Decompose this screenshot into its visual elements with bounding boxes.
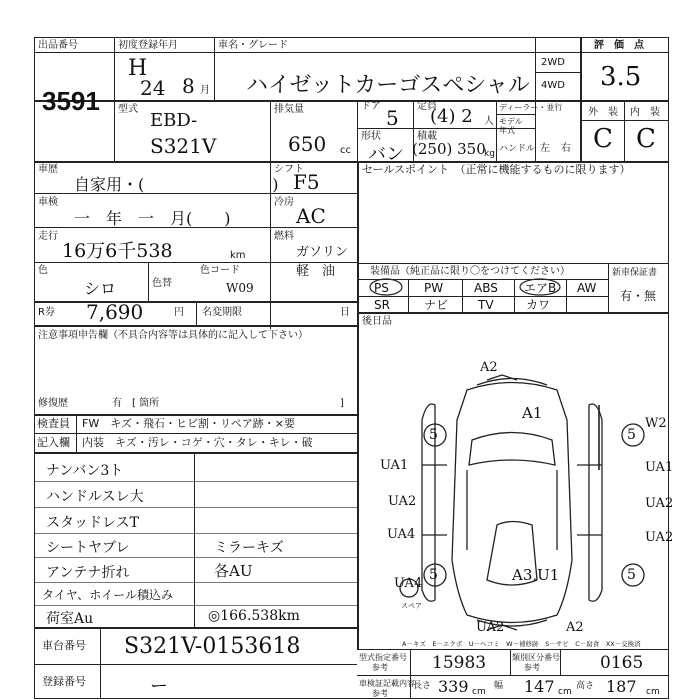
- capacity-label: 定員: [417, 101, 437, 112]
- load-value: (250) 350: [412, 140, 486, 158]
- record-label: 記入欄: [37, 436, 70, 449]
- fuel-gas: ガソリン: [296, 245, 349, 260]
- mark-a2-top: A2: [480, 360, 498, 375]
- score-value: 3.5: [600, 62, 642, 92]
- mileage-value: 16万6千538: [62, 240, 173, 262]
- doors-label: ドア: [361, 101, 381, 112]
- mark-ua4-bottom: UA4: [394, 576, 423, 591]
- later-items-label: 後日品: [362, 316, 392, 327]
- mileage-label: 走行: [38, 231, 58, 242]
- width-label: 幅: [494, 681, 504, 691]
- note-right-2: 各AU: [214, 562, 253, 580]
- car-name-label: 車名・グレード: [218, 40, 288, 51]
- type-no-ref: 参考: [372, 663, 388, 672]
- equip-abs: ABS: [474, 281, 498, 295]
- drive-2wd: 2WD: [541, 57, 565, 68]
- notice-label: 注意事項申告欄（不具合内容等は具体的に記入して下さい）: [38, 330, 308, 341]
- inspection-label: 車検: [38, 197, 58, 208]
- aircon-value: AC: [296, 204, 326, 228]
- equip-aw: AW: [577, 281, 597, 295]
- reg-label: 登録番号: [42, 675, 86, 688]
- length-unit: cm: [472, 687, 486, 697]
- damage-legend: A－キズ E－エクボ U－ヘコミ W－補修跡 S－サビ C－腐食 XX－交換済: [402, 640, 641, 648]
- repair-label: 修復歴: [38, 398, 68, 409]
- first-reg-year: 24: [140, 76, 166, 100]
- mark-ua2-right: UA2: [645, 496, 674, 511]
- equipment-circles: [357, 263, 669, 313]
- capacity-unit: 人: [484, 116, 494, 127]
- shape-label: 形状: [361, 131, 381, 142]
- height-value: 187: [606, 677, 637, 696]
- model-prefix: EBD-: [150, 110, 198, 131]
- color-value: シロ: [84, 279, 117, 298]
- displacement-label: 排気量: [274, 104, 304, 115]
- tyre-fl: 5: [429, 427, 438, 443]
- mark-a1: A1: [522, 404, 543, 422]
- mark-ua1-right: UA1: [645, 460, 674, 475]
- name-change-label: 名変期限: [202, 307, 242, 318]
- equip-ps: PS: [374, 281, 389, 295]
- recycle-unit: 円: [174, 307, 184, 318]
- repair-close: ]: [340, 398, 344, 409]
- checker-label: 検査員: [37, 417, 70, 430]
- fuel-label: 燃料: [274, 231, 294, 242]
- displacement-value: 650: [288, 132, 327, 156]
- model-code: S321V: [150, 134, 217, 158]
- capacity-value: (4) 2: [430, 106, 473, 127]
- fuel-diesel: 軽 油: [296, 264, 336, 279]
- height-label: 高さ: [576, 681, 595, 691]
- first-reg-era: H: [128, 56, 148, 81]
- note-4: シートヤブレ: [46, 540, 130, 556]
- equip-airbag: エアB: [524, 281, 557, 295]
- height-unit: cm: [646, 687, 660, 697]
- note-3: スタッドレスT: [46, 515, 139, 531]
- equip-sr: SR: [374, 298, 390, 312]
- record-items: 内装 キズ・汚レ・コゲ・穴・タレ・キレ・破: [82, 436, 313, 449]
- first-reg-label: 初度登録年月: [118, 40, 178, 51]
- load-label: 積載: [417, 131, 437, 142]
- recycle-label: R券: [38, 307, 55, 318]
- note-right-1: ミラーキズ: [214, 540, 284, 556]
- mileage-unit: km: [230, 250, 246, 261]
- equip-leather: カワ: [526, 298, 551, 312]
- first-reg-month-unit: 月: [200, 85, 210, 96]
- mark-ua2-right2: UA2: [645, 530, 674, 545]
- shift-value: F5: [293, 170, 320, 194]
- warranty-value: 有・無: [620, 289, 657, 303]
- size-ref: 参考: [372, 689, 388, 698]
- length-label: 長さ: [413, 681, 432, 691]
- note-2: ハンドルスレ大: [46, 489, 144, 505]
- check-items: FW キズ・飛石・ヒビ割・リペア跡・×要: [82, 417, 295, 430]
- tyre-fr: 5: [627, 427, 636, 443]
- doors-value: 5: [386, 106, 399, 130]
- size-label: 車検証記載内容: [359, 679, 415, 688]
- chassis-value: S321V-0153618: [124, 634, 301, 659]
- name-change-value: 日: [340, 307, 350, 318]
- inspection-value: 一 年 一 月( ): [74, 209, 231, 228]
- dealer-label: ディーラー・並行: [499, 103, 563, 112]
- mark-ua1-left: UA1: [380, 458, 409, 473]
- note-1: ナンバン3ト: [46, 463, 124, 479]
- mark-w2: W2: [645, 416, 667, 431]
- car-name: ハイゼットカーゴスペシャル: [246, 73, 530, 98]
- mark-ua2-bottom: UA2: [476, 620, 505, 635]
- class-no-value: 0165: [600, 653, 644, 673]
- width-value: 147: [524, 677, 555, 696]
- displacement-unit: cc: [340, 145, 351, 156]
- history-value: 自家用・( ): [74, 175, 279, 194]
- note-6: タイヤ、ホイール積込み: [42, 588, 174, 602]
- note-right-3: ◎166.538km: [208, 608, 300, 624]
- tyre-rr: 5: [627, 567, 636, 583]
- lot-number: 3591: [42, 86, 100, 116]
- color-code-label: 色コード: [200, 265, 240, 276]
- type-no-label: 型式指定番号: [359, 653, 407, 662]
- class-no-label: 類別区分番号: [512, 653, 560, 662]
- first-reg-month: 8: [182, 74, 195, 98]
- tyre-rl: 5: [429, 567, 438, 583]
- mark-a2-bottom: A2: [566, 620, 584, 635]
- length-value: 339: [438, 677, 469, 696]
- handle-left: 左: [540, 143, 550, 154]
- color-change-label: 色替: [152, 278, 172, 289]
- score-label: 評 価 点: [594, 40, 644, 51]
- equip-tv: TV: [478, 298, 494, 312]
- mark-ua2-left: UA2: [388, 494, 417, 509]
- aircon-label: 冷房: [274, 197, 294, 208]
- handle-label: ハンドル: [499, 144, 536, 154]
- note-5: アンテナ折れ: [46, 565, 130, 581]
- lot-label: 出品番号: [38, 40, 78, 51]
- drive-4wd: 4WD: [541, 80, 565, 91]
- class-no-ref: 参考: [524, 663, 540, 672]
- recycle-value: 7,690: [86, 300, 144, 324]
- exterior-label: 外 装: [588, 107, 618, 118]
- interior-grade: C: [636, 124, 656, 154]
- width-unit: cm: [558, 687, 572, 697]
- repair-value: 有 [ 箇所: [112, 398, 160, 409]
- sales-point-label: セールスポイント （正常に機能するものに限ります）: [362, 163, 631, 176]
- exterior-grade: C: [593, 124, 613, 154]
- model-year-label: モデル年式: [499, 117, 523, 135]
- equipment-label: 装備品（純正品に限り〇をつけてください）: [370, 266, 570, 277]
- equip-navi: ナビ: [424, 298, 449, 312]
- warranty-label: 新車保証書: [612, 268, 658, 278]
- spare-label: スペア: [401, 602, 422, 610]
- model-label: 型式: [118, 104, 138, 115]
- color-code-value: W09: [226, 281, 254, 295]
- note-7: 荷室Au: [46, 611, 94, 627]
- history-label: 車歴: [38, 164, 58, 175]
- load-unit: kg: [484, 149, 495, 159]
- mark-ua4-left: UA4: [387, 527, 416, 542]
- shape-value: バン: [368, 144, 404, 165]
- type-no-value: 15983: [432, 653, 487, 673]
- color-label: 色: [38, 265, 48, 276]
- handle-right: 右: [561, 143, 571, 154]
- chassis-label: 車台番号: [42, 639, 86, 652]
- equip-pw: PW: [424, 281, 444, 295]
- interior-label: 内 装: [630, 107, 660, 118]
- shift-label: シフト: [274, 164, 304, 175]
- mark-a3u1: A3,U1: [512, 566, 560, 584]
- reg-value: ー: [150, 676, 168, 697]
